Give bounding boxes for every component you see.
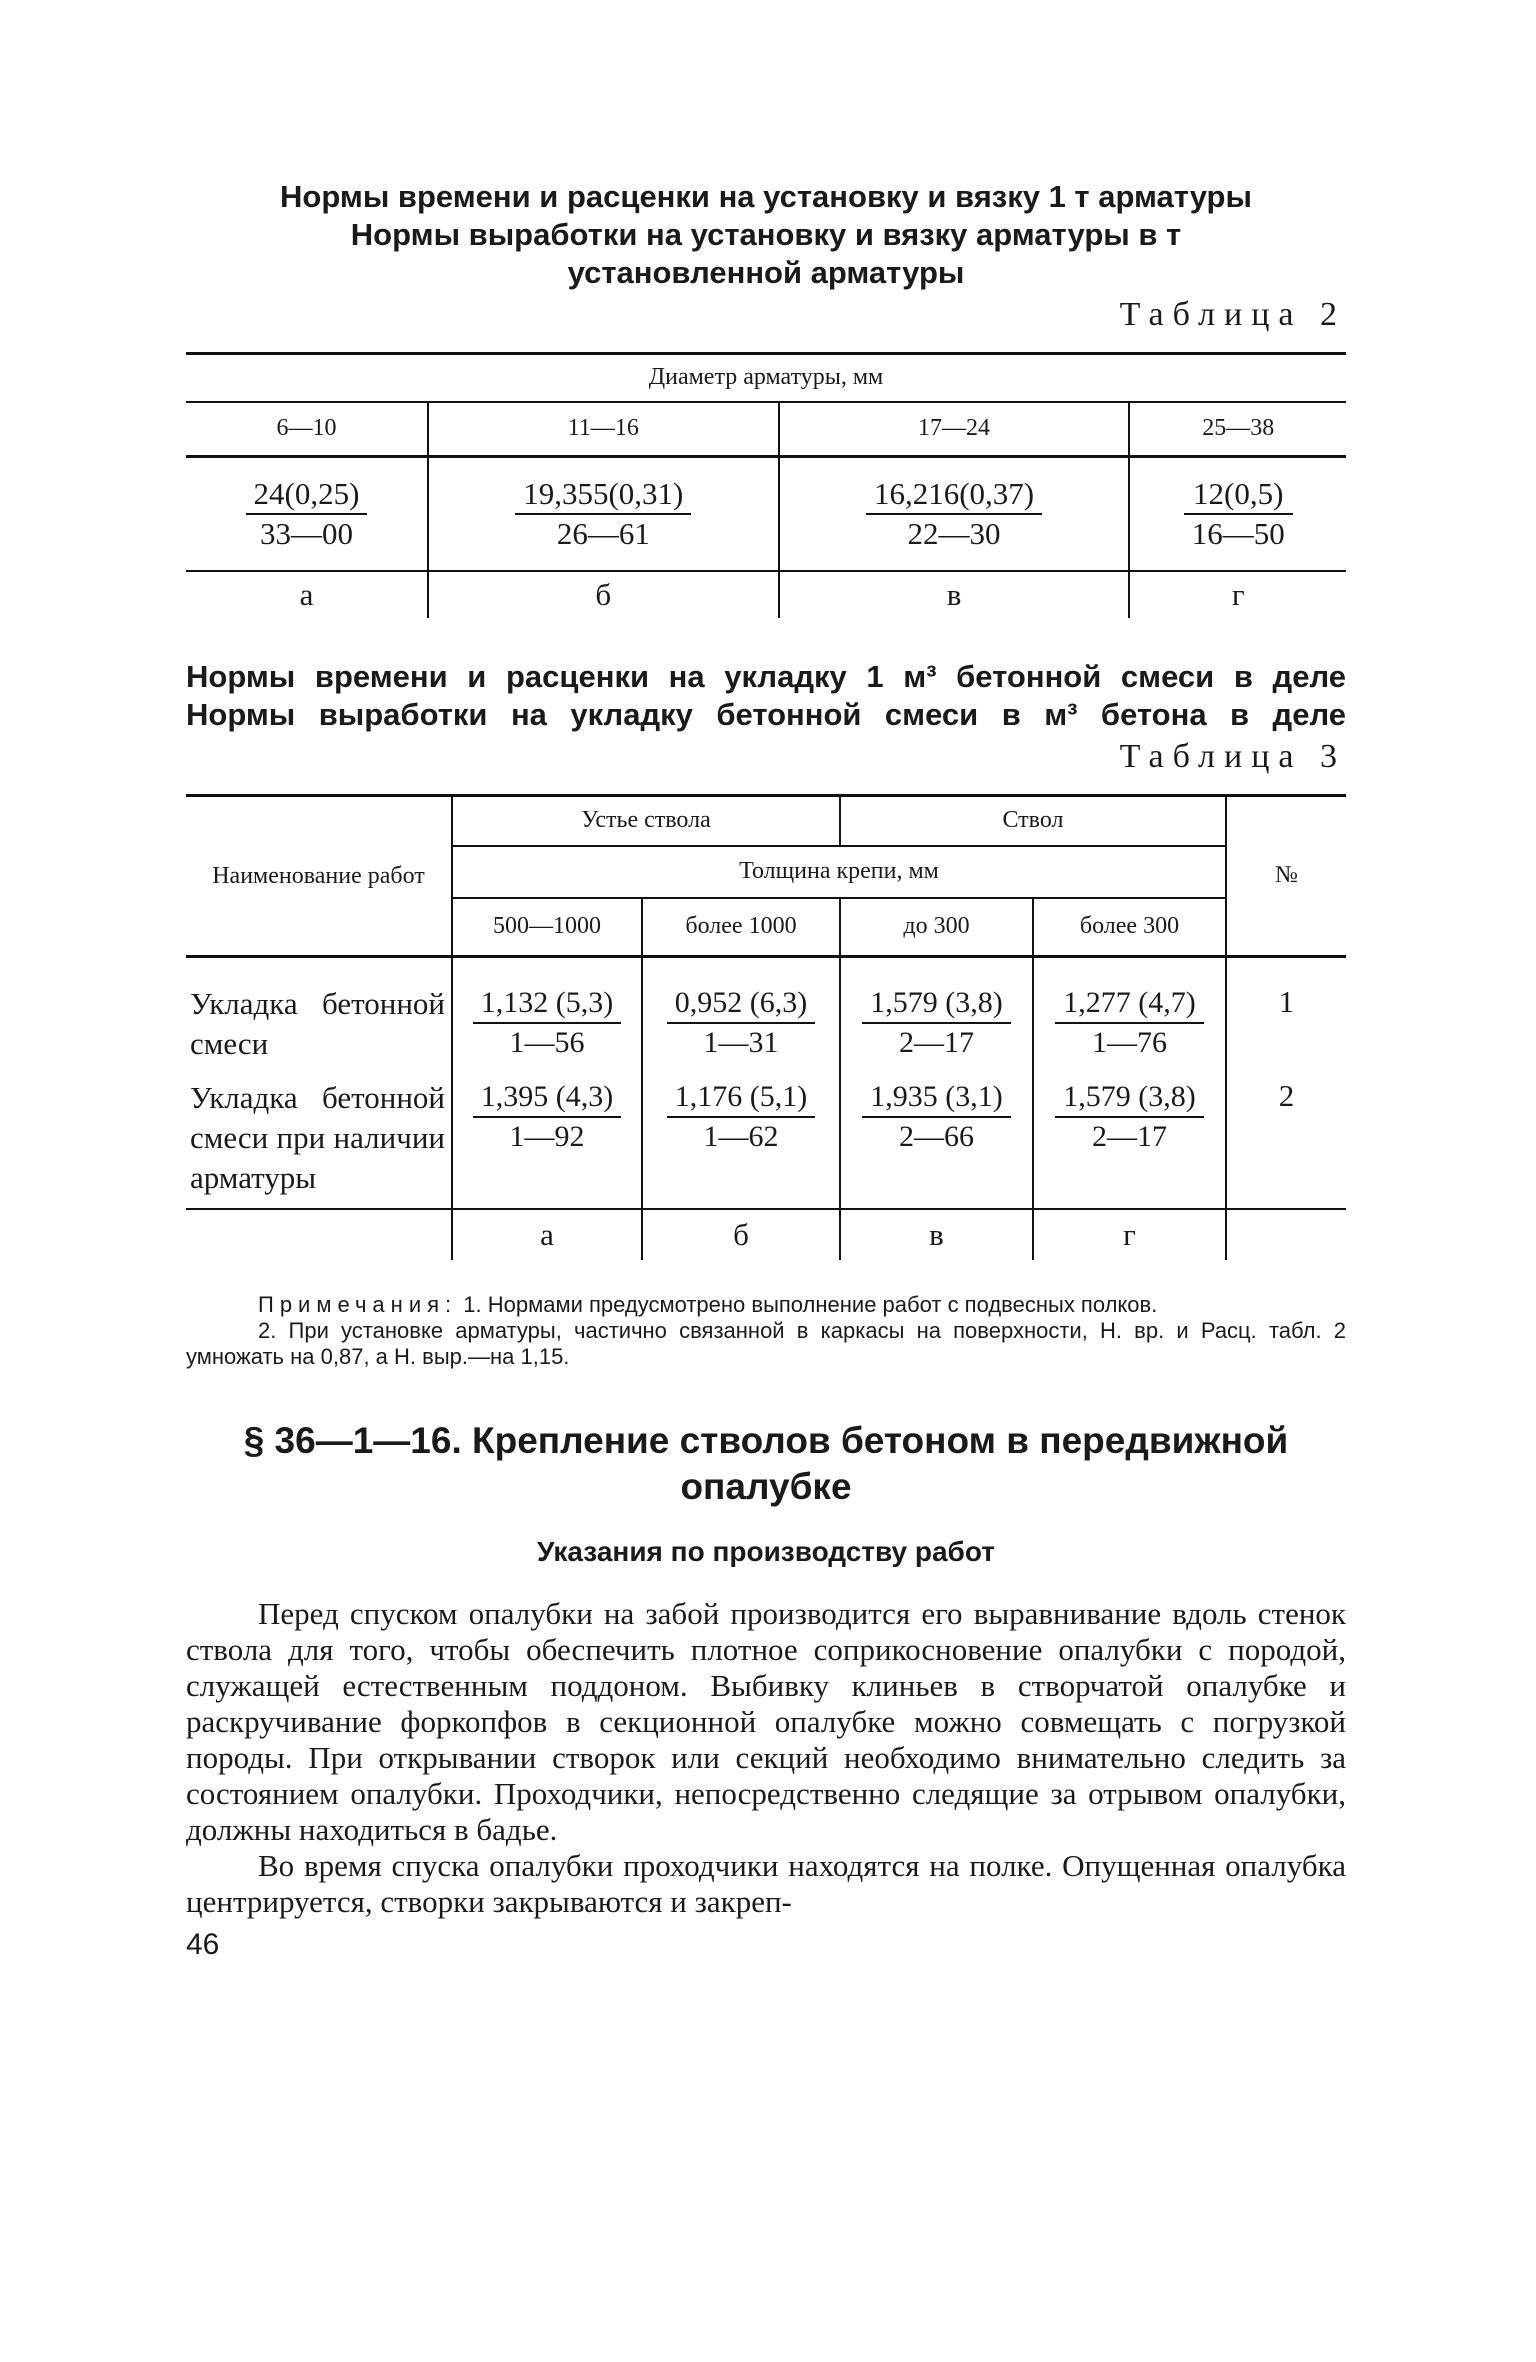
rate: 1—76 <box>1055 1022 1203 1062</box>
section-subtitle: Указания по производству работ <box>537 1535 995 1567</box>
table3-group-header: Ствол <box>840 795 1226 846</box>
table3-name-header: Наименование работ <box>186 795 452 956</box>
table3-column-header: 500—1000 <box>452 898 642 957</box>
table3-column-header: до 300 <box>840 898 1033 957</box>
table3-thickness-header: Толщина крепи, мм <box>452 846 1226 898</box>
note-2: 2. При установке арматуры, частично связанной в каркасы на поверхности, Н. вр. и Расц. табл. 2 умножать на 0,87, а Н. выр.—на 1,15. <box>186 1317 1346 1369</box>
table3-letter: в <box>840 1209 1033 1260</box>
time-norm: 1,579 (3,8) <box>870 985 1003 1019</box>
table3-value-cell <box>452 956 642 1064</box>
rate: 16—50 <box>1184 513 1293 553</box>
time-norm: 24(0,25) <box>253 475 360 511</box>
table3-label: Таблица 3 <box>1119 737 1346 775</box>
time-norm: 1,277 (4,7) <box>1063 985 1196 1019</box>
rate: 33—00 <box>246 513 368 553</box>
table2-title-line: Нормы времени и расценки на установку и вязку 1 т арматуры <box>280 179 1252 214</box>
table2 <box>186 352 1346 618</box>
time-norm: 1,132 (5,3) <box>480 985 614 1019</box>
table3-letter: а <box>452 1209 642 1260</box>
body-text <box>186 1596 1346 1920</box>
table3-value-cell <box>642 956 840 1064</box>
table3-column-header: более 1000 <box>642 898 840 957</box>
table3-value-cell <box>840 956 1033 1064</box>
table2-value-cell <box>186 456 428 571</box>
time-norm: 19,355(0,31) <box>523 475 684 511</box>
table3-row-name: Укладка бетонной смеси <box>190 985 445 1061</box>
table3-row-number: 1 <box>1226 956 1346 1064</box>
table2-column-header: 17—24 <box>779 402 1130 457</box>
rate: 2—17 <box>1055 1116 1203 1156</box>
table3 <box>186 794 1346 1260</box>
table3-row-number: 2 <box>1226 1064 1346 1209</box>
page-number: 46 <box>186 1927 220 1961</box>
rate: 22—30 <box>866 513 1042 553</box>
table3-group-header: Устье ствола <box>452 795 840 846</box>
table3-value-cell <box>642 1064 840 1209</box>
notes-heading: Примечания: <box>258 1291 458 1317</box>
table2-column-header: 11—16 <box>428 402 779 457</box>
table2-column-header: 6—10 <box>186 402 428 457</box>
table2-title-line: Нормы выработки на установку и вязку арматуры в т <box>350 217 1182 252</box>
notes <box>186 1292 1346 1370</box>
table3-title-line: Нормы выработки на укладку бетонной смеси в м³ бетона в деле <box>186 696 1346 732</box>
rate: 2—17 <box>862 1022 1010 1062</box>
table3-number-header: № <box>1226 795 1346 956</box>
note-1 <box>186 1292 1346 1318</box>
note-1-text: 1. Нормами предусмотрено выполнение работ с подвесных полков. <box>463 1291 1158 1317</box>
table2-letter: г <box>1129 571 1346 618</box>
table3-title <box>186 696 1346 734</box>
time-norm: 12(0,5) <box>1193 475 1284 511</box>
rate: 1—56 <box>473 1022 621 1062</box>
paragraph: Перед спуском опалубки на забой производится его выравнивание вдоль стенок ствола для того, чтобы обеспечить плотное соприкосновение опалубки с породой, служащей естественным поддоном. Выбивку клиньев в створчатой опалубке и раскручивание форкопфов в секционной опалубке можно совмещать с погрузкой породы. При открывании створок или секций необходимо внимательно следить за состоянием опалубки. Проходчики, непосредственно следящие за отрывом опалубки, должны находиться в бадье. <box>186 1595 1346 1847</box>
table3-value-cell <box>1033 956 1226 1064</box>
time-norm: 1,395 (4,3) <box>480 1079 614 1113</box>
table2-title-line: установленной арматуры <box>567 255 965 290</box>
table3-value-cell <box>840 1064 1033 1209</box>
time-norm: 0,952 (6,3) <box>674 985 808 1019</box>
table2-letter: б <box>428 571 779 618</box>
rate: 1—62 <box>667 1116 815 1156</box>
rate: 1—92 <box>473 1116 621 1156</box>
time-norm: 1,176 (5,1) <box>674 1079 808 1113</box>
section-title: § 36—1—16. Крепление стволов бетоном в передвижной опалубке <box>243 1419 1289 1507</box>
table2-label: Таблица 2 <box>1119 296 1346 333</box>
time-norm: 16,216(0,37) <box>873 475 1035 511</box>
table3-row-name: Укладка бетонной смеси при наличии арматуры <box>190 1079 445 1195</box>
table2-column-header: 25—38 <box>1129 402 1346 457</box>
table2-title <box>186 178 1346 292</box>
table2-letter: в <box>779 571 1130 618</box>
table3-title-line: Нормы времени и расценки на укладку 1 м³ бетонной смеси в деле <box>186 658 1346 694</box>
paragraph: Во время спуска опалубки проходчики находятся на полке. Опущенная опалубка центрируется, створки закрываются и закреп- <box>186 1847 1346 1919</box>
table3-letter-spacer <box>1226 1209 1346 1260</box>
rate: 26—61 <box>515 513 691 553</box>
rate: 1—31 <box>667 1022 815 1062</box>
table3-column-header: более 300 <box>1033 898 1226 957</box>
table3-value-cell <box>1033 1064 1226 1209</box>
table2-value-cell <box>779 456 1130 571</box>
table2-value-cell <box>1129 456 1346 571</box>
table3-letter: б <box>642 1209 840 1260</box>
table2-value-cell <box>428 456 779 571</box>
table3-title <box>186 658 1346 696</box>
time-norm: 1,935 (3,1) <box>870 1079 1003 1113</box>
table2-letter: а <box>186 571 428 618</box>
table3-letter-spacer <box>186 1209 452 1260</box>
time-norm: 1,579 (3,8) <box>1063 1079 1196 1113</box>
document-page <box>186 178 1346 1962</box>
table3-value-cell <box>452 1064 642 1209</box>
table2-header: Диаметр арматуры, мм <box>186 354 1346 402</box>
table3-letter: г <box>1033 1209 1226 1260</box>
rate: 2—66 <box>862 1116 1010 1156</box>
